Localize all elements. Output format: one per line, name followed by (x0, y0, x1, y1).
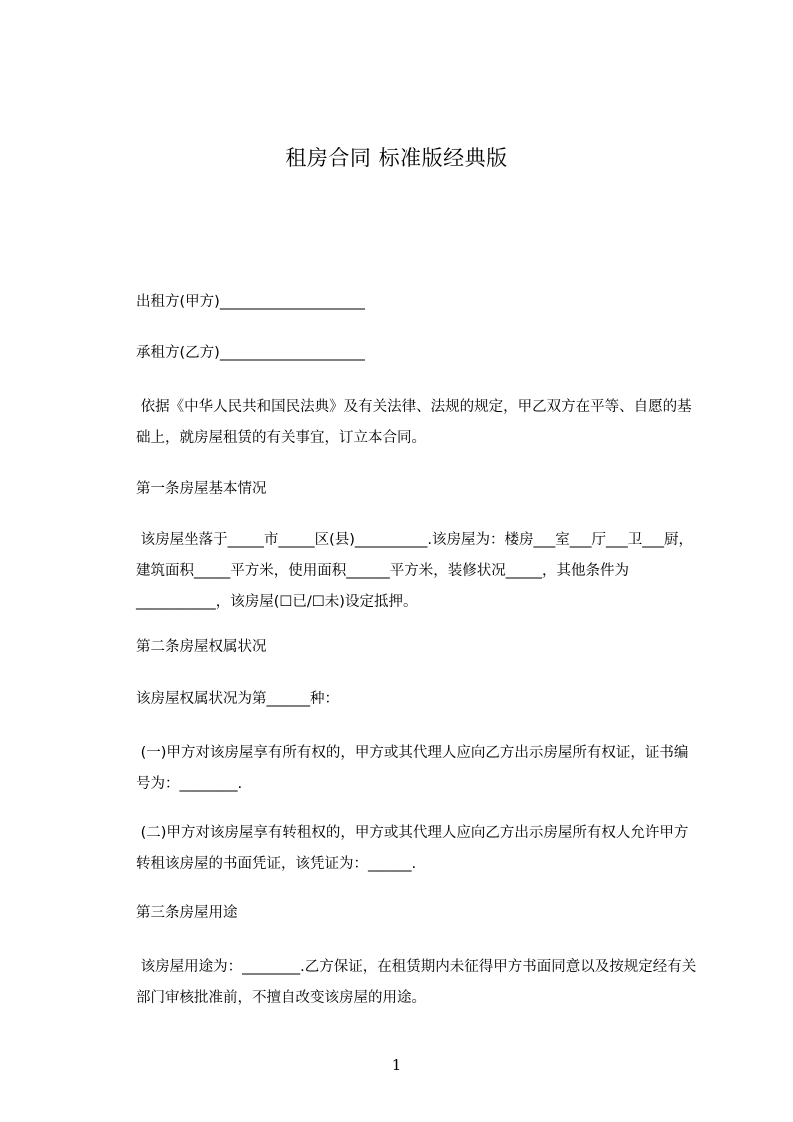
article-2-body: 该房屋权属状况为第______种： (136, 691, 339, 707)
intro-paragraph: 依据《中华人民共和国民法典》及有关法律、法规的规定，甲乙双方在平等、自愿的基础上，就房屋租赁的有关事宜，订立本合同。 (136, 399, 692, 446)
article-2-item-1: (一)甲方对该房屋享有所有权的，甲方或其代理人应向乙方出示房屋所有权证，证书编号为：________. (136, 745, 689, 792)
article-2-item-2: (二)甲方对该房屋享有转租权的，甲方或其代理人应向乙方出示房屋所有权人允许甲方转租该房屋的书面凭证，该凭证为：______. (136, 825, 689, 872)
article-3-heading: 第三条房屋用途 (136, 905, 238, 921)
article-3-body: 该房屋用途为：________.乙方保证，在租赁期内未征得甲方书面同意以及按规定经有关部门审核批准前，不擅自改变该房屋的用途。 (136, 959, 697, 1006)
article-1-heading: 第一条房屋基本情况 (136, 481, 267, 497)
article-1-body: 该房屋坐落于_____市_____区(县)__________.该房屋为：楼房___室___厅___卫___厨，建筑面积_____平方米，使用面积______平方米，装修状况_____，其他条件为___________，该房屋(☐已/☐未)设定抵押。 (136, 532, 694, 610)
page-number: 1 (391, 1056, 402, 1074)
lessor-line: 出租方(甲方)____________________ (136, 294, 365, 310)
lessee-line: 承租方(乙方)____________________ (136, 345, 365, 361)
document-title: 租房合同 标准版经典版 (285, 146, 508, 170)
article-2-heading: 第二条房屋权属状况 (136, 639, 267, 655)
